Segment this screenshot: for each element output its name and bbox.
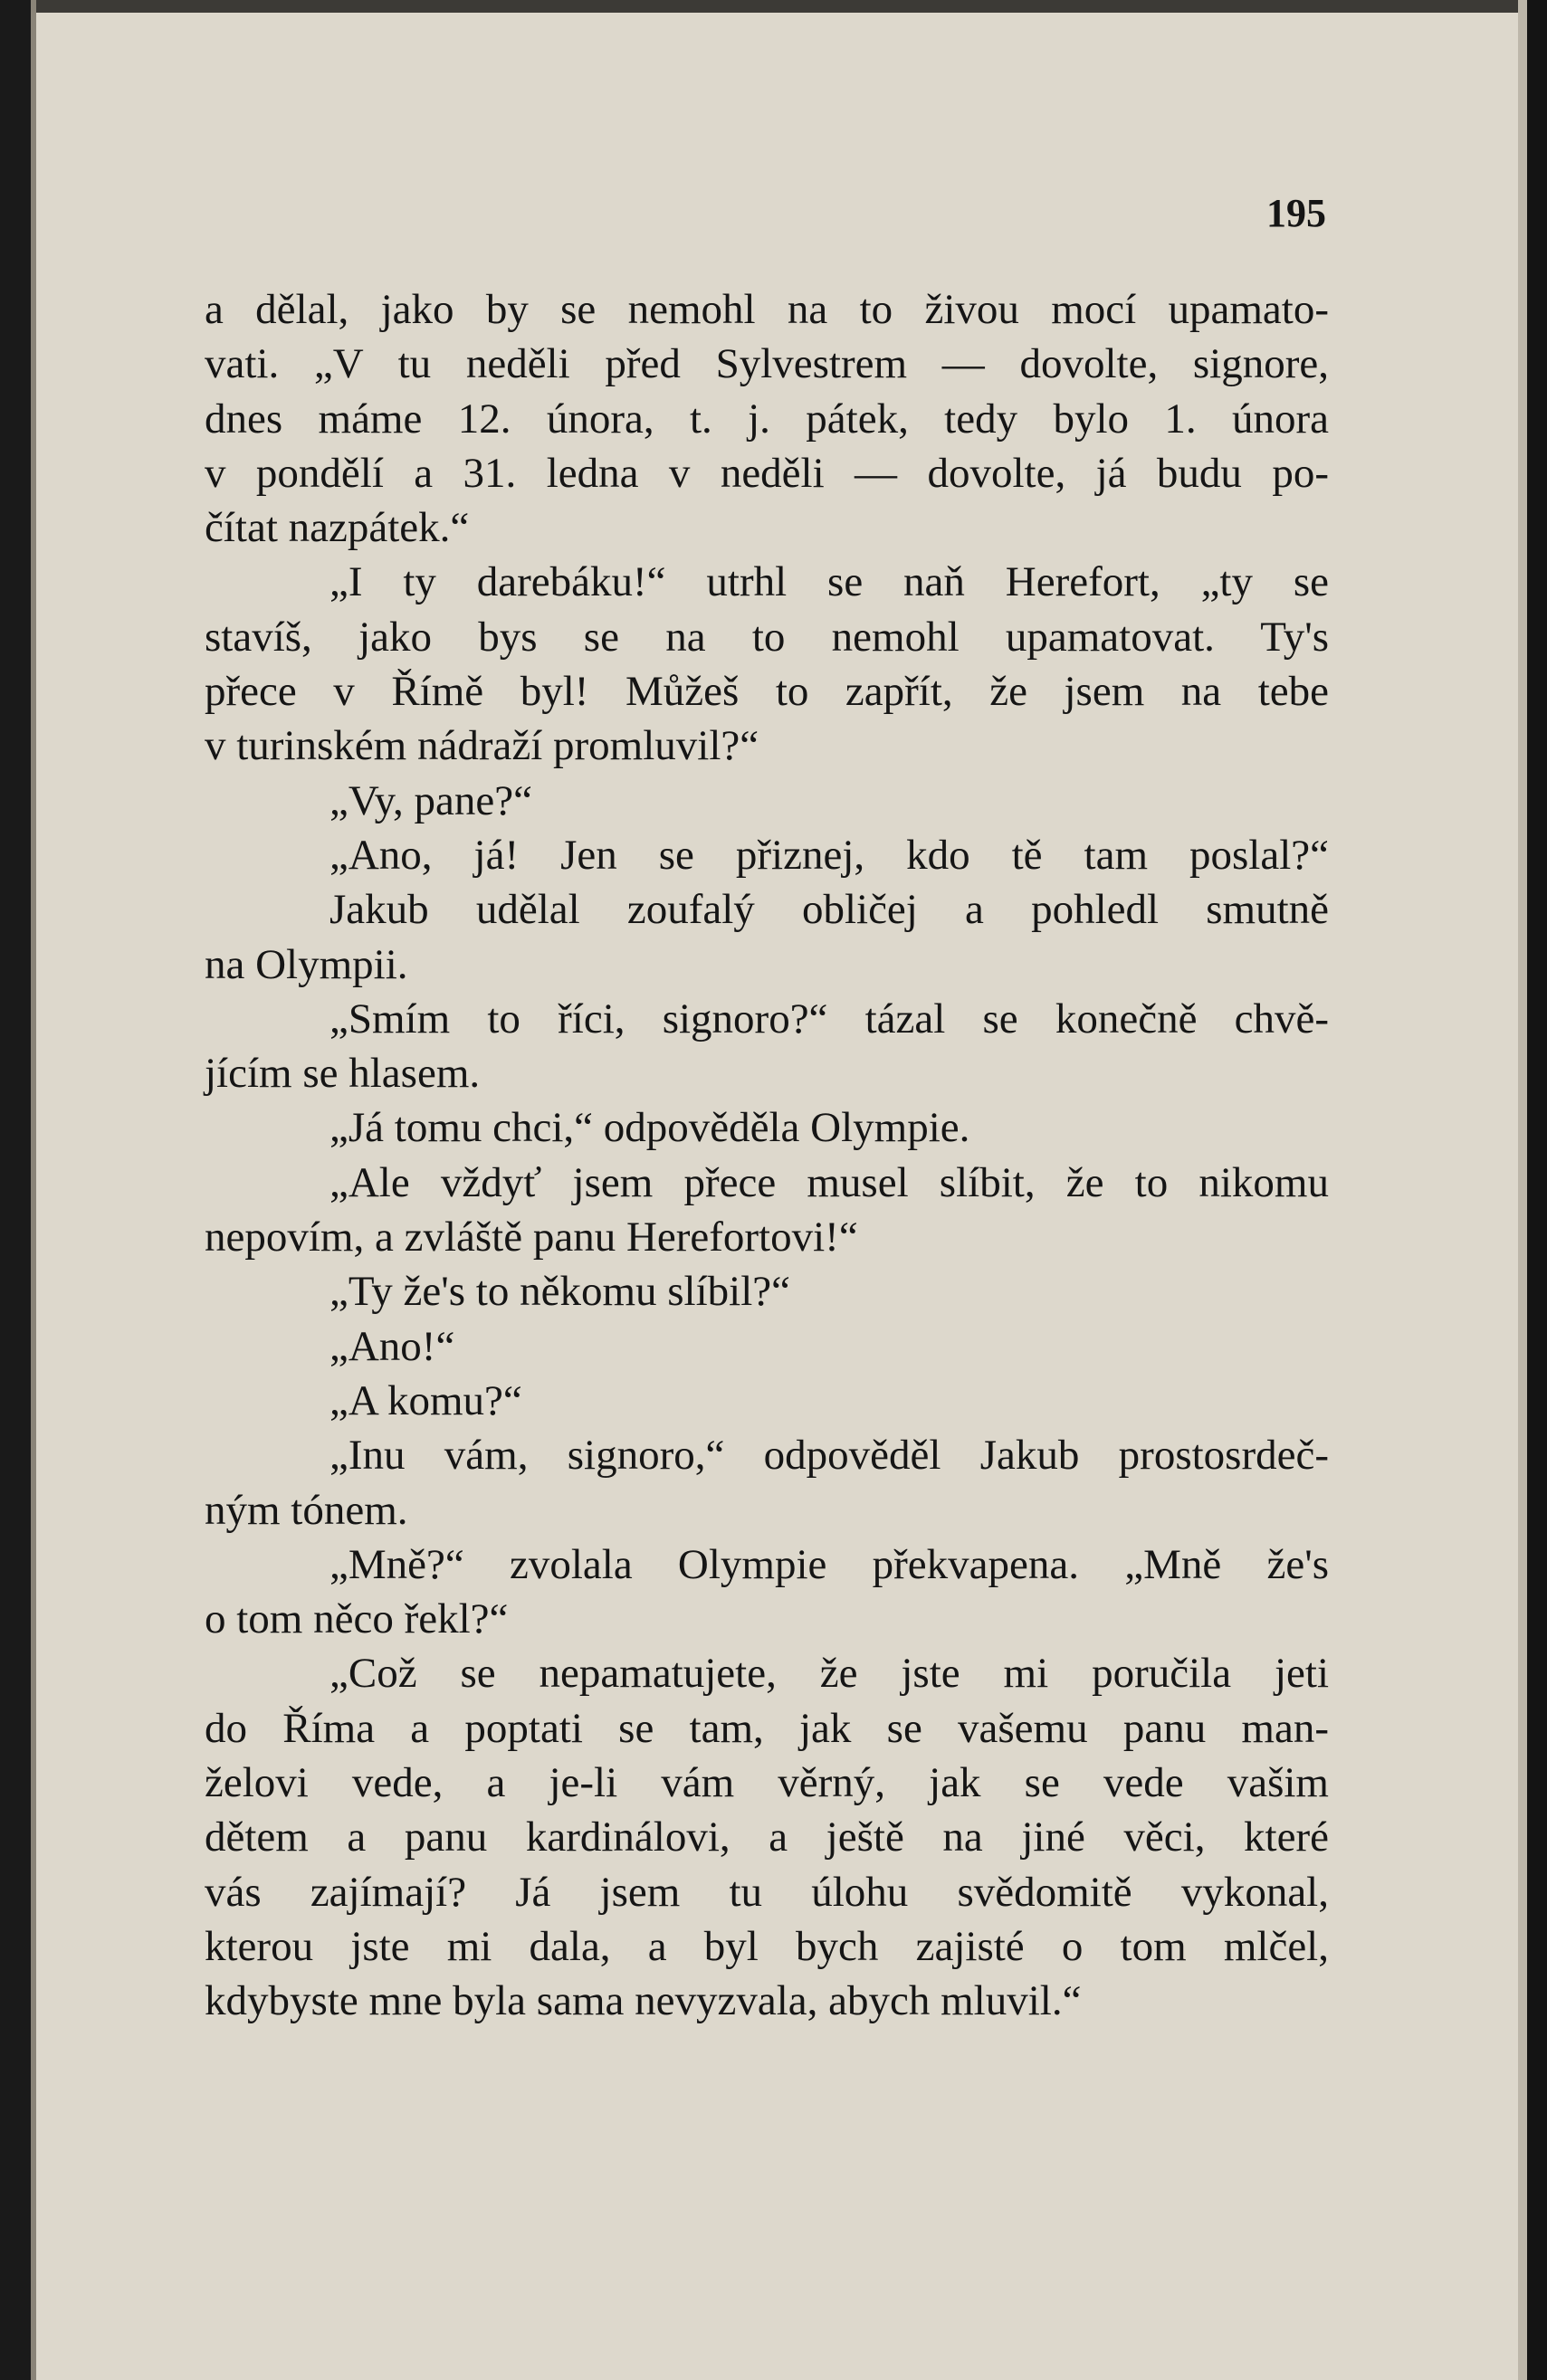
scan-right-gutter bbox=[1518, 0, 1527, 2380]
text-line: o tom něco řekl?“ bbox=[205, 1595, 509, 1643]
text-line: „Smím to říci, signoro?“ tázal se konečně chvě- bbox=[329, 995, 1329, 1042]
scan-left-gutter bbox=[31, 0, 36, 2380]
scan-right-edge bbox=[1527, 0, 1547, 2380]
text-line: „Což se nepamatujete, že jste mi poručila jeti bbox=[329, 1650, 1329, 1698]
text-line: „Mně?“ zvolala Olympie překvapena. „Mně že's bbox=[329, 1540, 1329, 1588]
text-line: „Vy, pane?“ bbox=[329, 776, 532, 824]
text-line: ným tónem. bbox=[205, 1486, 408, 1534]
text-line: želovi vede, a je-li vám věrný, jak se vede vašim bbox=[205, 1759, 1329, 1807]
text-line: nepovím, a zvláště panu Herefortovi!“ bbox=[205, 1214, 858, 1261]
text-line: „Já tomu chci,“ odpověděla Olympie. bbox=[329, 1104, 970, 1152]
page-number: 195 bbox=[1266, 191, 1326, 235]
scan-left-edge bbox=[0, 0, 31, 2380]
text-line: „A komu?“ bbox=[329, 1376, 522, 1424]
text-line: kdybyste mne byla sama nevyzvala, abych mluvil.“ bbox=[205, 1977, 1082, 2025]
text-line: dětem a panu kardinálovi, a ještě na jiné věci, které bbox=[205, 1814, 1329, 1861]
text-line: kterou jste mi dala, a byl bych zajisté o tom mlčel, bbox=[205, 1922, 1329, 1970]
text-line: do Říma a poptati se tam, jak se vašemu panu man- bbox=[205, 1704, 1329, 1752]
text-line: „Ty že's to někomu slíbil?“ bbox=[329, 1268, 790, 1316]
text-line: v turinském nádraží promluvil?“ bbox=[205, 722, 759, 770]
text-line: „I ty darebáku!“ utrhl se naň Herefort, „ty se bbox=[329, 558, 1329, 606]
text-line: stavíš, jako bys se na to nemohl upamatovat. Ty's bbox=[205, 613, 1329, 661]
text-line: jícím se hlasem. bbox=[205, 1050, 481, 1098]
scan-top-edge bbox=[0, 0, 1547, 13]
body-text bbox=[205, 282, 1329, 2029]
text-line: „Ale vždyť jsem přece musel slíbit, že to nikomu bbox=[329, 1158, 1329, 1206]
text-line: „Ano, já! Jen se přiznej, kdo tě tam poslal?“ bbox=[329, 831, 1329, 879]
text-line: vati. „V tu neděli před Sylvestrem — dovolte, signore, bbox=[205, 340, 1329, 388]
text-line: na Olympii. bbox=[205, 940, 408, 988]
text-line: „Ano!“ bbox=[329, 1322, 455, 1370]
text-line: přece v Římě byl! Můžeš to zapřít, že jsem na tebe bbox=[205, 668, 1329, 716]
text-line: Jakub udělal zoufalý obličej a pohledl smutně bbox=[329, 886, 1329, 934]
text-line: čítat nazpátek.“ bbox=[205, 504, 470, 552]
text-line: vás zajímají? Já jsem tu úlohu svědomitě vykonal, bbox=[205, 1868, 1329, 1916]
text-line: „Inu vám, signoro,“ odpověděl Jakub prostosrdeč- bbox=[329, 1432, 1329, 1480]
text-line: a dělal, jako by se nemohl na to živou mocí upamato- bbox=[205, 286, 1329, 333]
text-line: dnes máme 12. února, t. j. pátek, tedy bylo 1. února bbox=[205, 395, 1329, 443]
text-line: v pondělí a 31. ledna v neděli — dovolte, já budu po- bbox=[205, 449, 1329, 497]
